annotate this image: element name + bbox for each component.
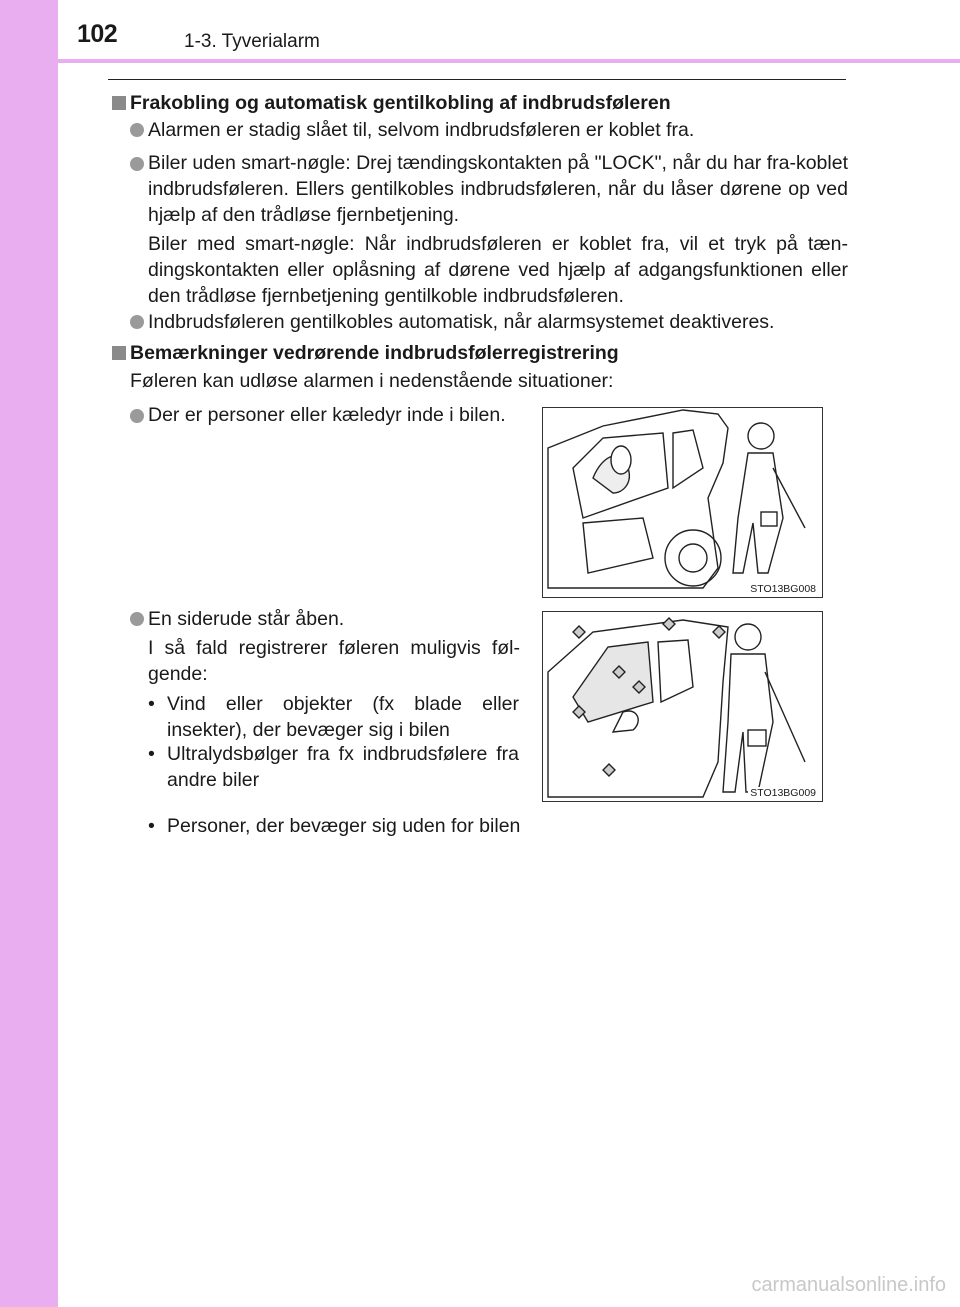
section-marker-icon [112, 346, 126, 360]
bullet-dot-icon [130, 612, 144, 626]
figure-code: STO13BG008 [750, 583, 816, 595]
sub-bullet-text: Vind eller objekter (fx blade eller insekter), der bevæger sig i bilen [167, 693, 519, 741]
bullet-dot-icon [130, 315, 144, 329]
side-tab-band [0, 0, 58, 1307]
illustration-pet-in-car [542, 407, 823, 598]
watermark: carmanualsonline.info [751, 1274, 946, 1296]
sub-bullet-text: Ultralydsbølger fra fx indbrudsfølere fra andre biler [167, 743, 519, 791]
chapter-title: 1-3. Tyverialarm [184, 31, 320, 52]
bullet-dot-icon [130, 157, 144, 171]
sub-bullet-marker: • [148, 743, 155, 765]
bullet-paragraph: Biler med smart-nøgle: Når indbrudsføleren er koblet fra, vil et tryk på tæn-dingskontakten eller oplåsning af dørene ved hjælp af adgangsfunktionen eller den trådløse fjernbetjening gentilkoble indbrudsføleren. [148, 233, 848, 307]
bullet-text: Der er personer eller kæledyr inde i bilen. [148, 404, 506, 426]
bullet-text: Alarmen er stadig slået til, selvom indbrudsføleren er koblet fra. [148, 119, 695, 141]
page-number: 102 [77, 20, 118, 48]
sub-bullet-text: Personer, der bevæger sig uden for bilen [167, 815, 521, 837]
section-heading: Bemærkninger vedrørende indbrudsfølerregistrering [130, 342, 619, 364]
bullet-dot-icon [130, 409, 144, 423]
header-underline [58, 59, 960, 63]
bullet-note: I så fald registrerer føleren muligvis føl-gende: [148, 637, 520, 685]
bullet-dot-icon [130, 123, 144, 137]
bullet-text: En siderude står åben. [148, 608, 345, 630]
bullet-text: Indbrudsføleren gentilkobles automatisk, når alarmsystemet deaktiveres. [148, 311, 775, 333]
section-marker-icon [112, 96, 126, 110]
section-rule [108, 79, 846, 80]
section-intro: Føleren kan udløse alarmen i nedenstående situationer: [130, 370, 614, 392]
section-heading: Frakobling og automatisk gentilkobling af indbrudsføleren [130, 92, 671, 114]
illustration-window-open [542, 611, 823, 802]
figure-code: STO13BG009 [750, 787, 816, 799]
bullet-text: Biler uden smart-nøgle: Drej tændingskontakten på "LOCK", når du har fra-koblet indbrudsføleren. Ellers gentilkobles indbrudsføleren, når du låser dørene op ved hjælp af den trådløse fjernbetjening. [148, 152, 848, 226]
sub-bullet-marker: • [148, 693, 155, 715]
sub-bullet-marker: • [148, 815, 155, 837]
